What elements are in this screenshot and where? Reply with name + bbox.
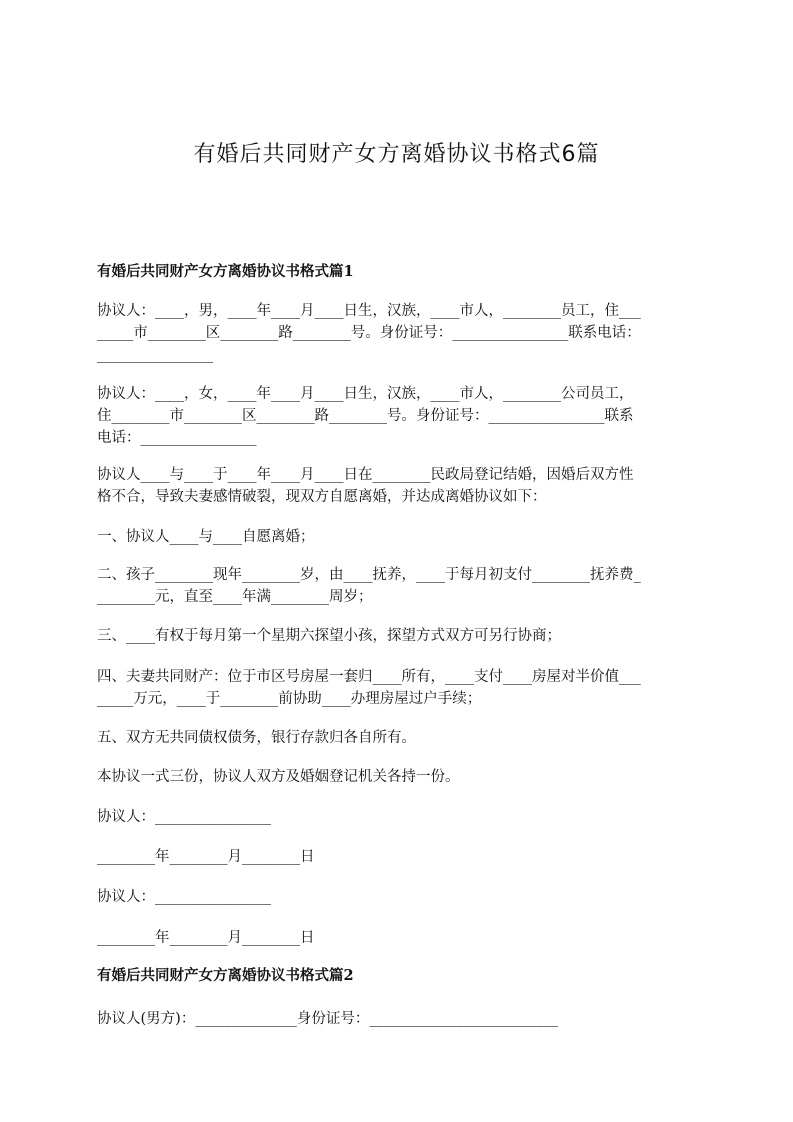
text-line: ________________ [97, 347, 213, 363]
text-line: 四、夫妻共同财产：位于市区号房屋一套归____所有，____支付____房屋对半价值___ [97, 669, 641, 685]
section-2-heading: 有婚后共同财产女方离婚协议书格式篇2 [97, 967, 354, 984]
signature-line-2 [97, 886, 699, 908]
text-line: 协议人：____，男，____年____月____日生，汉族，____市人，________员工，住___ [97, 303, 641, 319]
text-line: ________年________月________日 [97, 849, 315, 865]
text-line: 本协议一式三份，协议人双方及婚姻登记机关各持一份。 [97, 769, 460, 785]
document-title: 有婚后共同财产女方离婚协议书格式6篇 [193, 142, 600, 167]
text-line: ________元，直至____年满________周岁； [97, 589, 373, 605]
clause-2 [97, 564, 699, 608]
text-line: 二、孩子________现年________岁，由____抚养，____于每月初支付________抚养费_ [97, 567, 641, 583]
text-line: 协议人：________________ [97, 809, 271, 825]
signature-line-1 [97, 806, 699, 828]
text-line: 五、双方无共同债权债务，银行存款归各自所有。 [97, 730, 416, 746]
clause-4 [97, 666, 699, 710]
text-line: 协议人：____，女，____年____月____日生，汉族，____市人，________公司员工， [97, 386, 634, 402]
text-line: _____市________区________路________号。身份证号：________________联系电话： [97, 325, 641, 341]
marriage-paragraph [97, 464, 699, 508]
clause-1 [97, 526, 699, 548]
clause-3 [97, 625, 699, 647]
text-line: 住________市________区________路________号。身份证号：________________联系 [97, 408, 634, 424]
text-line: 协议人(男方)：______________身份证号：__________________________ [97, 1011, 558, 1027]
party-male-paragraph [97, 300, 699, 366]
text-line: ________年________月________日 [97, 930, 315, 946]
text-line: 格不合，导致夫妻感情破裂，现双方自愿离婚，并达成离婚协议如下： [97, 489, 547, 505]
party-female-paragraph [97, 383, 699, 449]
clause-5 [97, 727, 699, 749]
text-line: 协议人____与____于____年____月____日在________民政局登记结婚，因婚后双方性 [97, 467, 634, 483]
section-1-heading: 有婚后共同财产女方离婚协议书格式篇1 [97, 263, 354, 280]
text-line: 电话：________________ [97, 430, 257, 446]
copies-statement [97, 766, 699, 788]
text-line: 一、协议人____与____自愿离婚； [97, 529, 315, 545]
date-line-1 [97, 846, 699, 868]
text-line: _____万元，____于________前协助____办理房屋过户手续； [97, 691, 482, 707]
text-line: 三、____有权于每月第一个星期六探望小孩，探望方式双方可另行协商； [97, 628, 561, 644]
text-line: 协议人：________________ [97, 889, 271, 905]
date-line-2 [97, 927, 699, 949]
party-male-id-line [97, 1008, 699, 1030]
